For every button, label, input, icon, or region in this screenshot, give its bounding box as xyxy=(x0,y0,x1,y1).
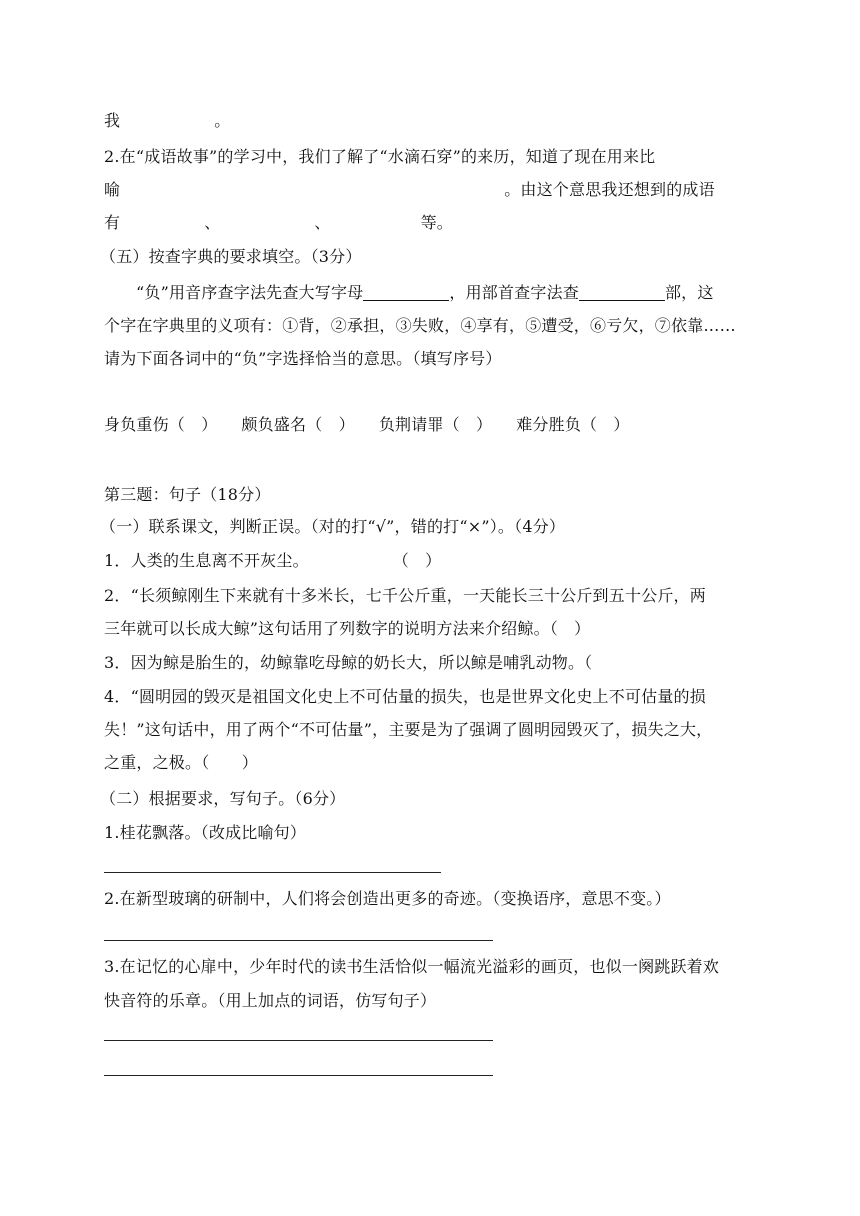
judge-question-4-line-3: 之重，之极。（ ） xyxy=(104,753,259,772)
answer-line[interactable] xyxy=(104,940,493,941)
text-fragment: 我 xyxy=(104,111,121,130)
text-fragment: 有 xyxy=(104,213,121,232)
judge-question-1 xyxy=(104,550,441,572)
text-fragment: 喻 xyxy=(104,180,121,199)
text-fragment: “负”用音序查字法先查大写字母 xyxy=(136,283,364,302)
write-question-2: 2.在新型玻璃的研制中，人们将会创造出更多的奇迹。（变换语序，意思不变。） xyxy=(104,889,671,908)
answer-blank[interactable] xyxy=(579,284,665,301)
question-2-line-3 xyxy=(104,212,453,234)
judge-question-4-line-2: 失！”这句话中，用了两个“不可估量”，主要是为了强调了圆明园毁灭了，损失之大， xyxy=(104,720,713,739)
part-2-heading: （二）根据要求，写句子。（6分） xyxy=(100,789,346,808)
part-1-heading: （一）联系课文，判断正误。（对的打“√”，错的打“×”）。（4分） xyxy=(100,517,566,536)
text-fragment: 。 xyxy=(214,111,231,130)
answer-line[interactable] xyxy=(104,1040,493,1041)
answer-line[interactable] xyxy=(104,1075,493,1076)
text-line xyxy=(104,110,230,132)
answer-blank[interactable] xyxy=(363,284,449,301)
part-5-line-1 xyxy=(136,282,714,304)
part-5-heading: （五）按查字典的要求填空。（3分） xyxy=(100,247,362,266)
option-item: 难分胜负（ ） xyxy=(516,415,630,434)
judge-question-3: 3．因为鲸是胎生的，幼鲸靠吃母鲸的奶长大，所以鲸是哺乳动物。（ xyxy=(104,653,593,672)
option-item: 颇负盛名（ ） xyxy=(241,415,355,434)
text-fragment: 、 xyxy=(204,213,221,232)
option-item: 身负重伤（ ） xyxy=(104,415,218,434)
part-5-line-3: 请为下面各词中的“负”字选择恰当的意思。（填写序号） xyxy=(104,349,502,368)
judge-question-2-line-2: 三年就可以长成大鲸”这句话用了列数字的说明方法来介绍鲸。（ ） xyxy=(104,619,591,638)
part-5-line-2: 个字在字典里的义项有：①背，②承担，③失败，④享有，⑤遭受，⑥亏欠，⑦依靠…… xyxy=(104,316,736,335)
part-5-options xyxy=(104,414,630,436)
write-question-1: 1.桂花飘落。（改成比喻句） xyxy=(104,823,307,842)
answer-line[interactable] xyxy=(104,872,441,873)
text-fragment: 、 xyxy=(314,213,331,232)
question-2-line-2 xyxy=(104,179,715,201)
question-2-line-1: 2.在“成语故事”的学习中，我们了解了“水滴石穿”的来历，知道了现在用来比 xyxy=(104,147,656,166)
judge-question-2-line-1: 2．“长须鲸刚生下来就有十多米长，七千公斤重，一天能长三十公斤到五十公斤，两 xyxy=(104,586,706,605)
write-question-3-line-2: 快音符的乐章。（用上加点的词语，仿写句子） xyxy=(104,991,437,1010)
text-fragment: 1．人类的生息离不开灰尘。 xyxy=(104,551,309,570)
text-fragment: 部，这 xyxy=(664,283,714,302)
judge-question-4-line-1: 4．“圆明园的毁灭是祖国文化史上不可估量的损失，也是世界文化史上不可估量的损 xyxy=(104,687,706,706)
option-item: 负荆请罪（ ） xyxy=(378,415,493,434)
section-3-title: 第三题：句子（18分） xyxy=(104,485,271,504)
write-question-3-line-1: 3.在记忆的心扉中，少年时代的读书生活恰似一幅流光溢彩的画页，也似一阕跳跃着欢 xyxy=(104,957,720,976)
text-fragment: 。由这个意思我还想到的成语 xyxy=(504,180,715,199)
text-fragment: 等。 xyxy=(420,213,454,232)
text-fragment: ，用部首查字法查 xyxy=(449,283,579,302)
answer-bracket[interactable]: （ ） xyxy=(392,551,442,570)
